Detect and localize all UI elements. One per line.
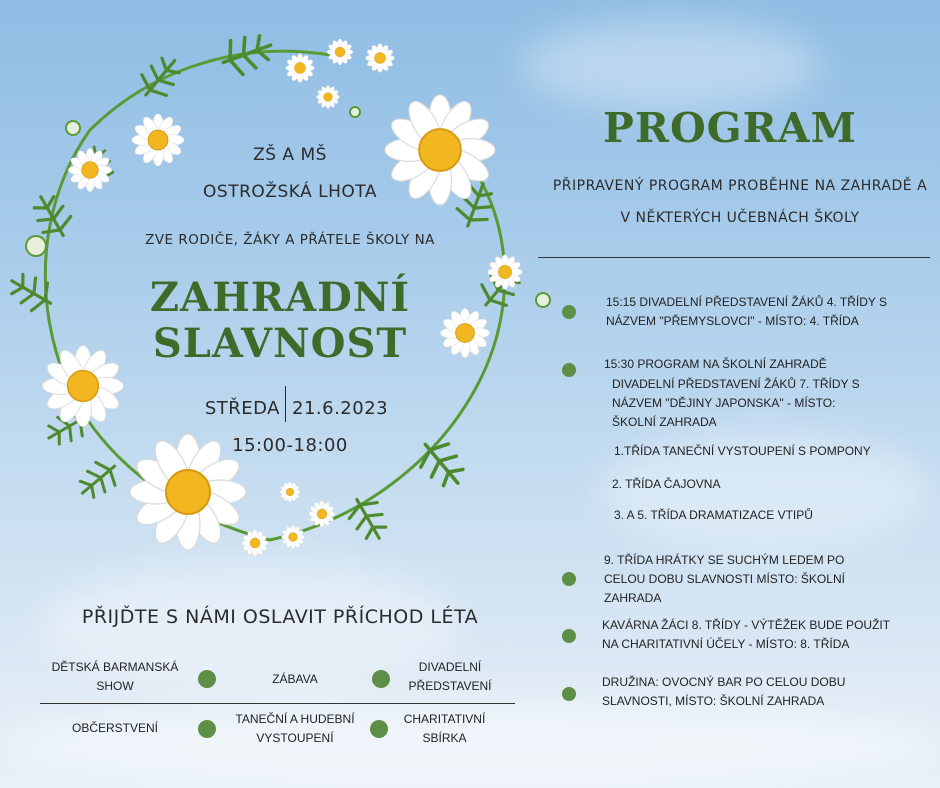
feature-label: ZÁBAVA bbox=[272, 672, 318, 686]
bullet-dot bbox=[562, 305, 576, 319]
slogan: PŘIJĎTE S NÁMI OSLAVIT PŘÍCHOD LÉTA bbox=[81, 606, 479, 628]
program-item: 15:15 DIVADELNÍ PŘEDSTAVENÍ ŽÁKŮ 4. TŘÍDY S NÁZVEM "PŘEMYSLOVCI" - MÍSTO: 4. TŘÍDA bbox=[606, 295, 887, 328]
feature-label: DĚTSKÁ BARMANSKÁ SHOW bbox=[51, 660, 179, 693]
feature-label: OBČERSTVENÍ bbox=[71, 721, 158, 735]
bullet-dot bbox=[562, 687, 576, 701]
program-item: DRUŽINA: OVOCNÝ BAR PO CELOU DOBU SLAVNOSTI, MÍSTO: ŠKOLNÍ ZAHRADA bbox=[602, 675, 846, 708]
program-subtitle-line2: V NĚKTERÝCH UČEBNÁCH ŠKOLY bbox=[620, 210, 860, 226]
event-date: 21.6.2023 bbox=[292, 398, 389, 419]
event-title-line1: ZAHRADNÍ bbox=[149, 274, 411, 321]
date-divider bbox=[285, 386, 286, 422]
program-item: KAVÁRNA ŽÁCI 8. TŘÍDY - VÝTĚŽEK BUDE POUŽIT NA CHARITATIVNÍ ÚČELY - MÍSTO: 8. TŘÍDA bbox=[602, 618, 890, 651]
bullet-dot bbox=[198, 670, 216, 688]
cloud bbox=[520, 20, 820, 110]
program-item: 2. TŘÍDA ČAJOVNA bbox=[612, 477, 721, 491]
event-day: STŘEDA bbox=[204, 398, 280, 419]
school-name-line2: OSTROŽSKÁ LHOTA bbox=[203, 182, 377, 202]
event-title-line2: SLAVNOST bbox=[152, 320, 408, 367]
event-time: 15:00-18:00 bbox=[232, 435, 348, 456]
feature-label: DIVADELNÍ PŘEDSTAVENÍ bbox=[408, 660, 492, 693]
program-item: 9. TŘÍDA HRÁTKY SE SUCHÝM LEDEM PO CELOU DOBU SLAVNOSTI MÍSTO: ŠKOLNÍ ZAHRADA bbox=[604, 553, 845, 605]
program-subtitle-line1: PŘIPRAVENÝ PROGRAM PROBĚHNE NA ZAHRADĚ A bbox=[552, 178, 928, 194]
bullet-dot bbox=[562, 629, 576, 643]
invitation-line: ZVE RODIČE, ŽÁKY A PŘÁTELE ŠKOLY NA bbox=[145, 232, 435, 248]
program-item: 1.TŘÍDA TANEČNÍ VYSTOUPENÍ S POMPONY bbox=[614, 444, 871, 458]
bullet-dot bbox=[370, 720, 388, 738]
features-divider bbox=[40, 703, 515, 704]
feature-label: CHARITATIVNÍ SBÍRKA bbox=[403, 712, 486, 745]
feature-label: TANEČNÍ A HUDEBNÍ VYSTOUPENÍ bbox=[235, 712, 355, 745]
bullet-dot bbox=[372, 670, 390, 688]
program-item: DIVADELNÍ PŘEDSTAVENÍ ŽÁKŮ 7. TŘÍDY S NÁZVEM "DĚJINY JAPONSKA" - MÍSTO: ŠKOLNÍ ZAHRADA bbox=[612, 377, 860, 429]
school-name-line1: ZŠ A MŠ bbox=[253, 145, 327, 165]
program-divider bbox=[538, 257, 930, 258]
program-heading: PROGRAM bbox=[603, 104, 857, 152]
program-item: 3. A 5. TŘÍDA DRAMATIZACE VTIPŮ bbox=[614, 508, 813, 522]
bullet-dot bbox=[562, 363, 576, 377]
bullet-dot bbox=[562, 572, 576, 586]
program-item: 15:30 PROGRAM NA ŠKOLNÍ ZAHRADĚ bbox=[604, 357, 827, 371]
bullet-dot bbox=[198, 720, 216, 738]
